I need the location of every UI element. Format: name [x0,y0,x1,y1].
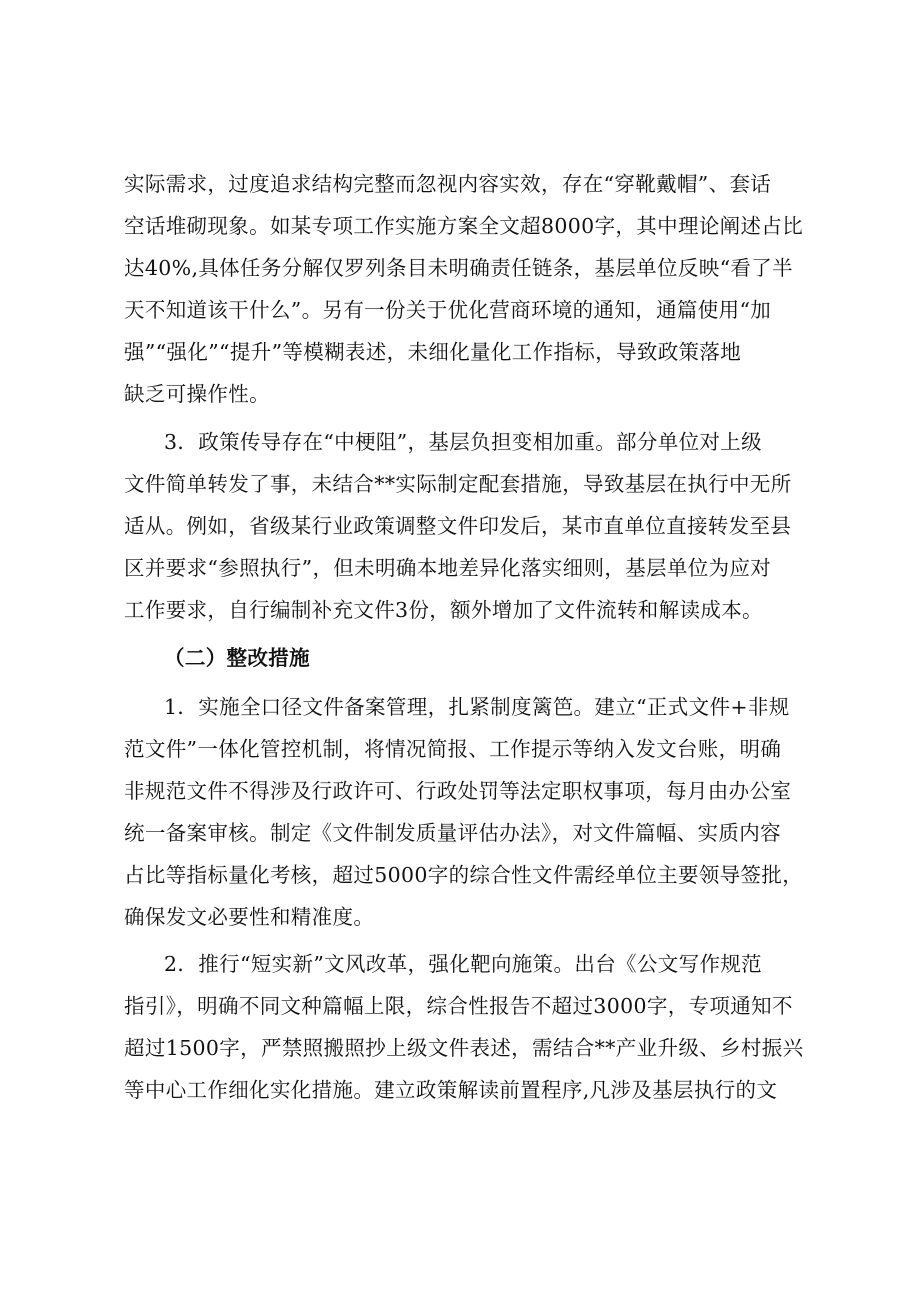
text-line: 强”“强化”“提升”等模糊表述，未细化量化工作指标，导致政策落地 [124,340,742,364]
text-line: 统一备案审核。制定《文件制发质量评估办法》，对文件篇幅、实质内容 [124,821,781,845]
text-line: 等中心工作细化实化措施。建立政策解读前置程序,凡涉及基层执行的文 [124,1078,778,1102]
text-line: 指引》，明确不同文种篇幅上限，综合性报告不超过3000字，专项通知不 [124,994,793,1018]
text-line: 占比等指标量化考核，超过5000字的综合性文件需经单位主要领导签批， [124,863,804,887]
text-line: 确保发文必要性和精准度。 [124,905,375,929]
paragraph-first-line: 1．实施全口径文件备案管理，扎紧制度篱笆。建立“正式文件+非规 [164,695,790,719]
paragraph-first-line: 3．政策传导存在“中梗阻”，基层负担变相加重。部分单位对上级 [164,430,763,454]
text-line: 缺乏可操作性。 [124,382,270,406]
text-line: 空话堆砌现象。如某专项工作实施方案全文超8000字，其中理论阐述占比 [124,214,804,238]
text-line: 达40%,具体任务分解仅罗列条目未明确责任链条，基层单位反映“看了半 [124,256,793,280]
text-line: 超过1500字，严禁照搬照抄上级文件表述，需结合**产业升级、乡村振兴 [124,1036,804,1060]
text-line: 实际需求，过度追求结构完整而忽视内容实效，存在“穿靴戴帽”、套话 [124,172,772,196]
text-line: 区并要求“参照执行”，但未明确本地差异化落实细则，基层单位为应对 [124,556,772,580]
text-line: 工作要求，自行编制补充文件3份，额外增加了文件流转和解读成本。 [124,598,763,622]
text-line: 适从。例如，省级某行业政策调整文件印发后，某市直单位直接转发至县 [124,514,792,538]
text-line: 天不知道该干什么”。另有一份关于优化营商环境的通知，通篇使用“加 [124,298,772,322]
text-line: 非规范文件不得涉及行政许可、行政处罚等法定职权事项，每月由办公室 [124,779,792,803]
text-line: 文件简单转发了事，未结合**实际制定配套措施，导致基层在执行中无所 [124,472,792,496]
section-heading: （二）整改措施 [164,646,310,670]
paragraph-first-line: 2．推行“短实新”文风改革，强化靶向施策。出台《公文写作规范 [164,952,763,976]
text-line: 范文件”一体化管控机制，将情况简报、工作提示等纳入发文台账，明确 [124,737,782,761]
